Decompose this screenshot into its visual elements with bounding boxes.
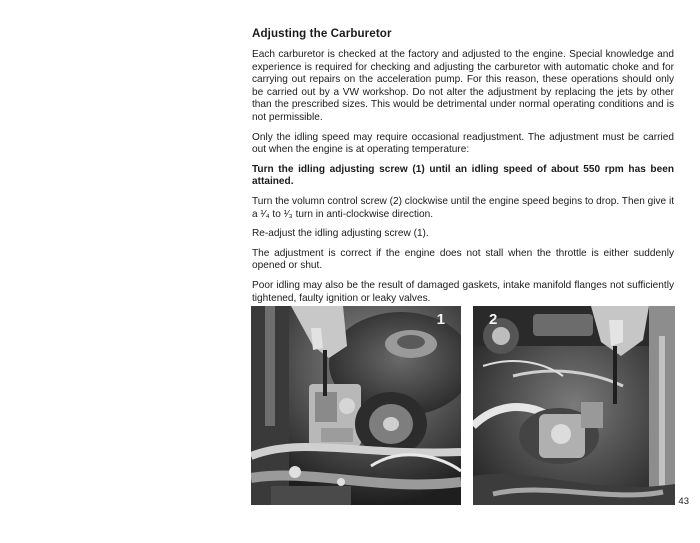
page-number: 43: [678, 496, 689, 507]
text-column: [252, 27, 674, 312]
section-heading: Adjusting the Carburetor: [252, 27, 392, 40]
carburetor-photo-1-image: [251, 306, 461, 505]
paragraph-idling-note: Only the idling speed may require occasional readjustment. The adjustment must be carried out when the engine is at operating temperature:: [252, 131, 674, 156]
paragraph-poor-idling: Poor idling may also be the result of damaged gaskets, intake manifold flanges not sufficiently tightened, faulty ignition or leaky valves.: [252, 279, 674, 304]
paragraph-step-volume-screw: Turn the volumn control screw (2) clockwise until the engine speed begins to drop. Then give it a ¹⁄₄ to ¹⁄₃ turn in anti-clockwise direction.: [252, 195, 674, 220]
paragraph-step-readjust: Re-adjust the idling adjusting screw (1).: [252, 228, 429, 240]
paragraph-intro: Each carburetor is checked at the factory and adjusted to the engine. Special knowledge and experience is required for checking and adjusting the carburetor with automatic choke and for carrying out repairs on the acceleration pump. For this reason, these operations should only be carried out by a VW workshop. Do not alter the adjustment by replacing the jets by other than the prescribed sizes. This would be detrimental under normal operating conditions and is not permissible.: [252, 49, 674, 123]
paragraph-check: The adjustment is correct if the engine does not stall when the throttle is either suddenly opened or shut.: [252, 247, 674, 272]
photo-2-callout-number: 2: [489, 311, 498, 328]
photo-row: [251, 306, 675, 505]
carburetor-photo-2: [473, 306, 675, 505]
paragraph-step-idle-screw: Turn the idling adjusting screw (1) until an idling speed of about 550 rpm has been attained.: [252, 163, 674, 188]
carburetor-photo-1: [251, 306, 461, 505]
carburetor-photo-2-image: [473, 306, 675, 505]
photo-1-callout-number: 1: [436, 311, 445, 328]
